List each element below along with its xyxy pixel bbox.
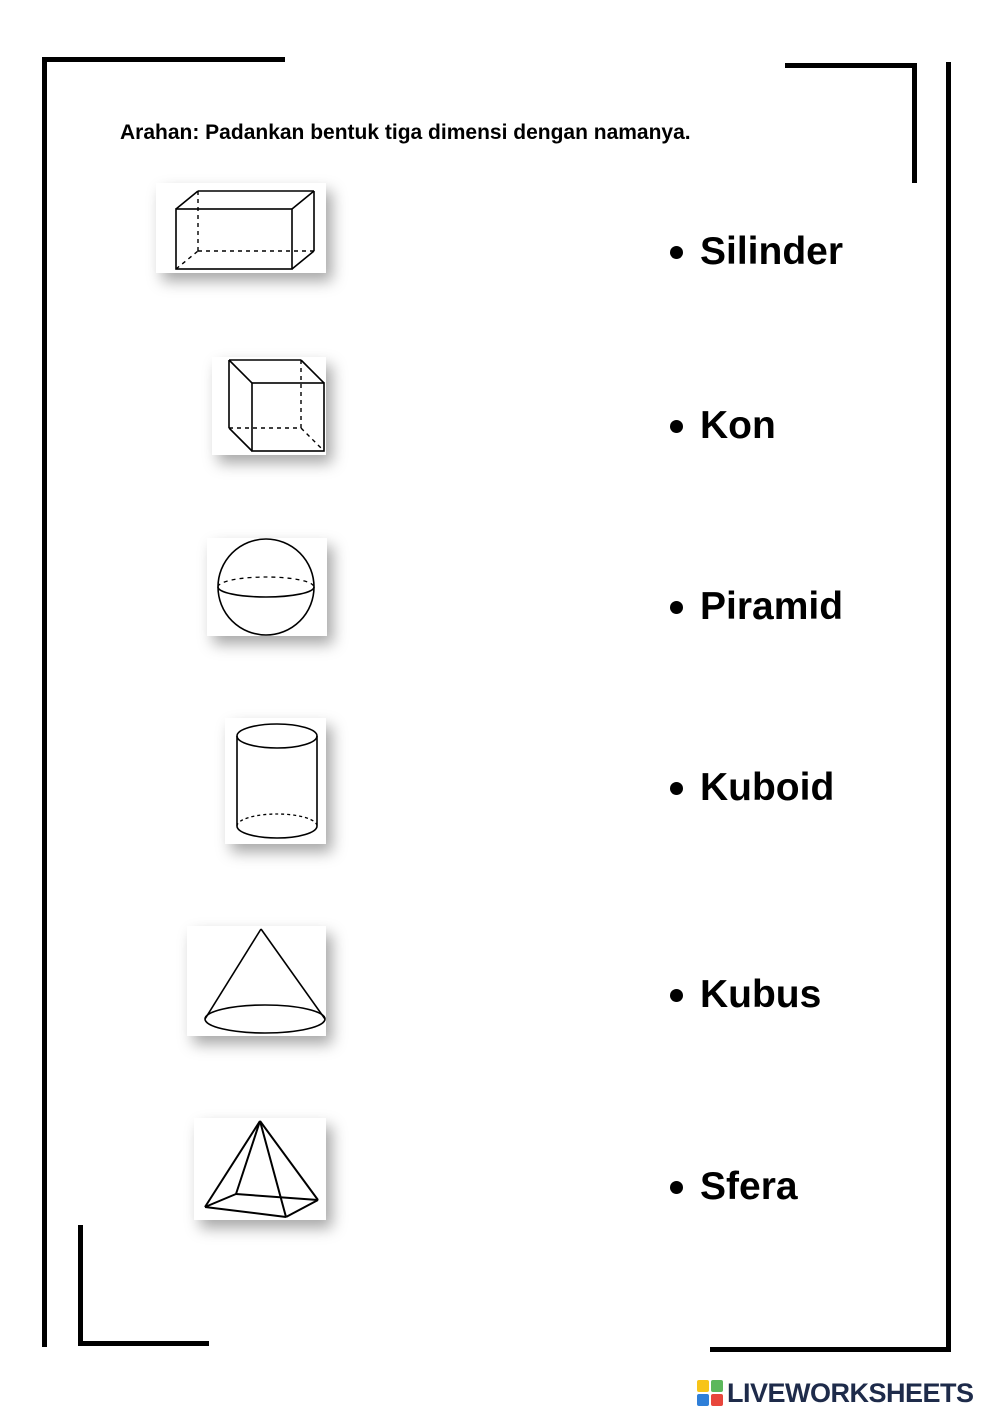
frame-right-bar [946, 62, 951, 1352]
answer-label: Kuboid [700, 766, 835, 809]
frame-top-right-bar [785, 63, 917, 68]
instruction-text: Arahan: Padankan bentuk tiga dimensi dengan namanya. [120, 121, 691, 144]
bullet-icon [670, 420, 683, 433]
answer-piramid[interactable] [670, 585, 843, 629]
logo-tile [697, 1380, 709, 1392]
sphere-icon [207, 538, 327, 636]
frame-bottom-left-bar [78, 1341, 209, 1346]
bullet-icon [670, 601, 683, 614]
liveworksheets-brand [697, 1376, 974, 1410]
pyramid-shape[interactable] [194, 1118, 326, 1220]
answer-kuboid[interactable] [670, 766, 834, 810]
answer-kon[interactable] [670, 404, 776, 448]
cylinder-icon [225, 718, 326, 844]
cone-shape[interactable] [187, 926, 326, 1036]
frame-inner-right-bar [912, 63, 917, 183]
logo-tile [711, 1380, 723, 1392]
brand-text: LIVEWORKSHEETS [727, 1377, 974, 1408]
bullet-icon [670, 989, 683, 1002]
answer-silinder[interactable] [670, 230, 843, 274]
cuboid-shape[interactable] [156, 183, 326, 273]
frame-bottom-left-vertical [78, 1225, 83, 1346]
liveworksheets-logo-icon [697, 1380, 723, 1406]
answer-label: Kon [700, 404, 776, 447]
cube-icon [212, 357, 326, 455]
pyramid-icon [194, 1118, 326, 1220]
answer-label: Silinder [700, 230, 844, 273]
cube-shape[interactable] [212, 357, 326, 455]
logo-tile [711, 1394, 723, 1406]
answer-label: Kubus [700, 973, 822, 1016]
answer-label: Piramid [700, 585, 844, 628]
frame-bottom-right-bar [710, 1347, 951, 1352]
bullet-icon [670, 1181, 683, 1194]
answer-kubus[interactable] [670, 973, 821, 1017]
bullet-icon [670, 782, 683, 795]
answer-sfera[interactable] [670, 1165, 798, 1209]
cuboid-icon [156, 183, 326, 273]
logo-tile [697, 1394, 709, 1406]
bullet-icon [670, 246, 683, 259]
cylinder-shape[interactable] [225, 718, 326, 844]
frame-left-bar [42, 57, 47, 1347]
answer-label: Sfera [700, 1165, 798, 1208]
frame-top-left-bar [42, 57, 285, 62]
cone-icon [187, 926, 326, 1036]
sphere-shape[interactable] [207, 538, 327, 636]
